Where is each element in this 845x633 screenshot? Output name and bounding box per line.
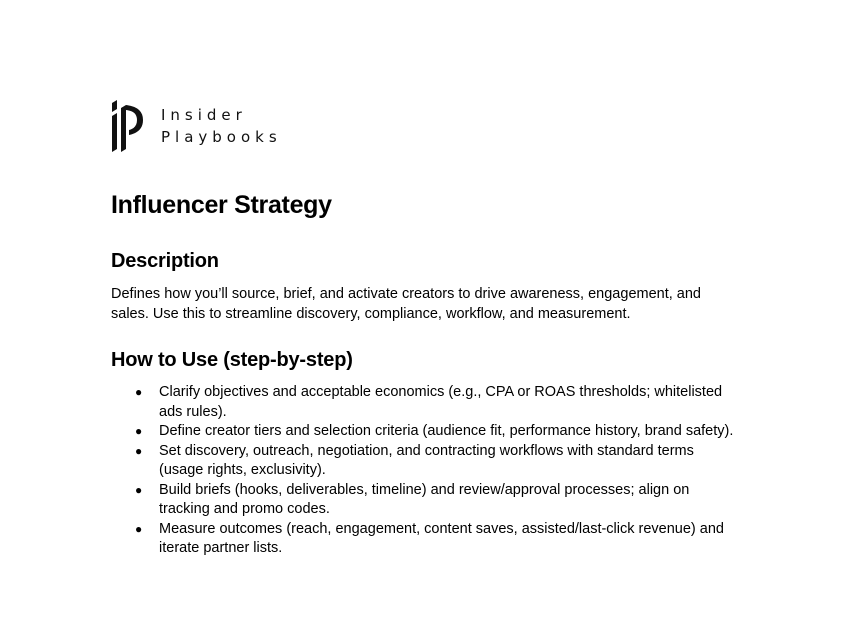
logo-wordmark [161,104,282,148]
step-text: Measure outcomes (reach, engagement, content saves, assisted/last-click revenue) and iterate partner lists. [159,520,724,556]
bullet-icon: ● [135,521,143,536]
step-text: Define creator tiers and selection criteria (audience fit, performance history, brand safety). [159,423,734,439]
logo-line-1: Insider [161,106,247,124]
bullet-icon: ● [135,385,143,399]
list-item [111,383,741,422]
bullet-icon: ● [135,443,143,458]
list-item [111,481,741,520]
bullet-icon: ● [135,482,143,497]
page-title: Influencer Strategy [111,191,332,219]
logo-line-2: Playbooks [161,128,282,146]
ip-logo-icon [111,99,147,153]
bullet-icon: ● [135,424,143,438]
how-to-use-heading: How to Use (step-by-step) [111,349,353,371]
list-item [111,422,741,442]
description-text: Defines how you’ll source, brief, and activate creators to drive awareness, engagement, and sales. Use this to streamline discovery, compliance, workflow, and measurement. [111,286,701,322]
step-text: Clarify objectives and acceptable economics (e.g., CPA or ROAS thresholds; whitelisted ads rules). [159,384,723,420]
list-item [111,520,741,559]
step-text: Build briefs (hooks, deliverables, timeline) and review/approval processes; align on tracking and promo codes. [159,481,690,517]
description-heading: Description [111,250,219,272]
steps-list [111,383,741,559]
insider-playbooks-logo [111,99,282,153]
step-text: Set discovery, outreach, negotiation, and contracting workflows with standard terms (usage rights, exclusivity). [159,442,694,478]
list-item [111,442,741,481]
